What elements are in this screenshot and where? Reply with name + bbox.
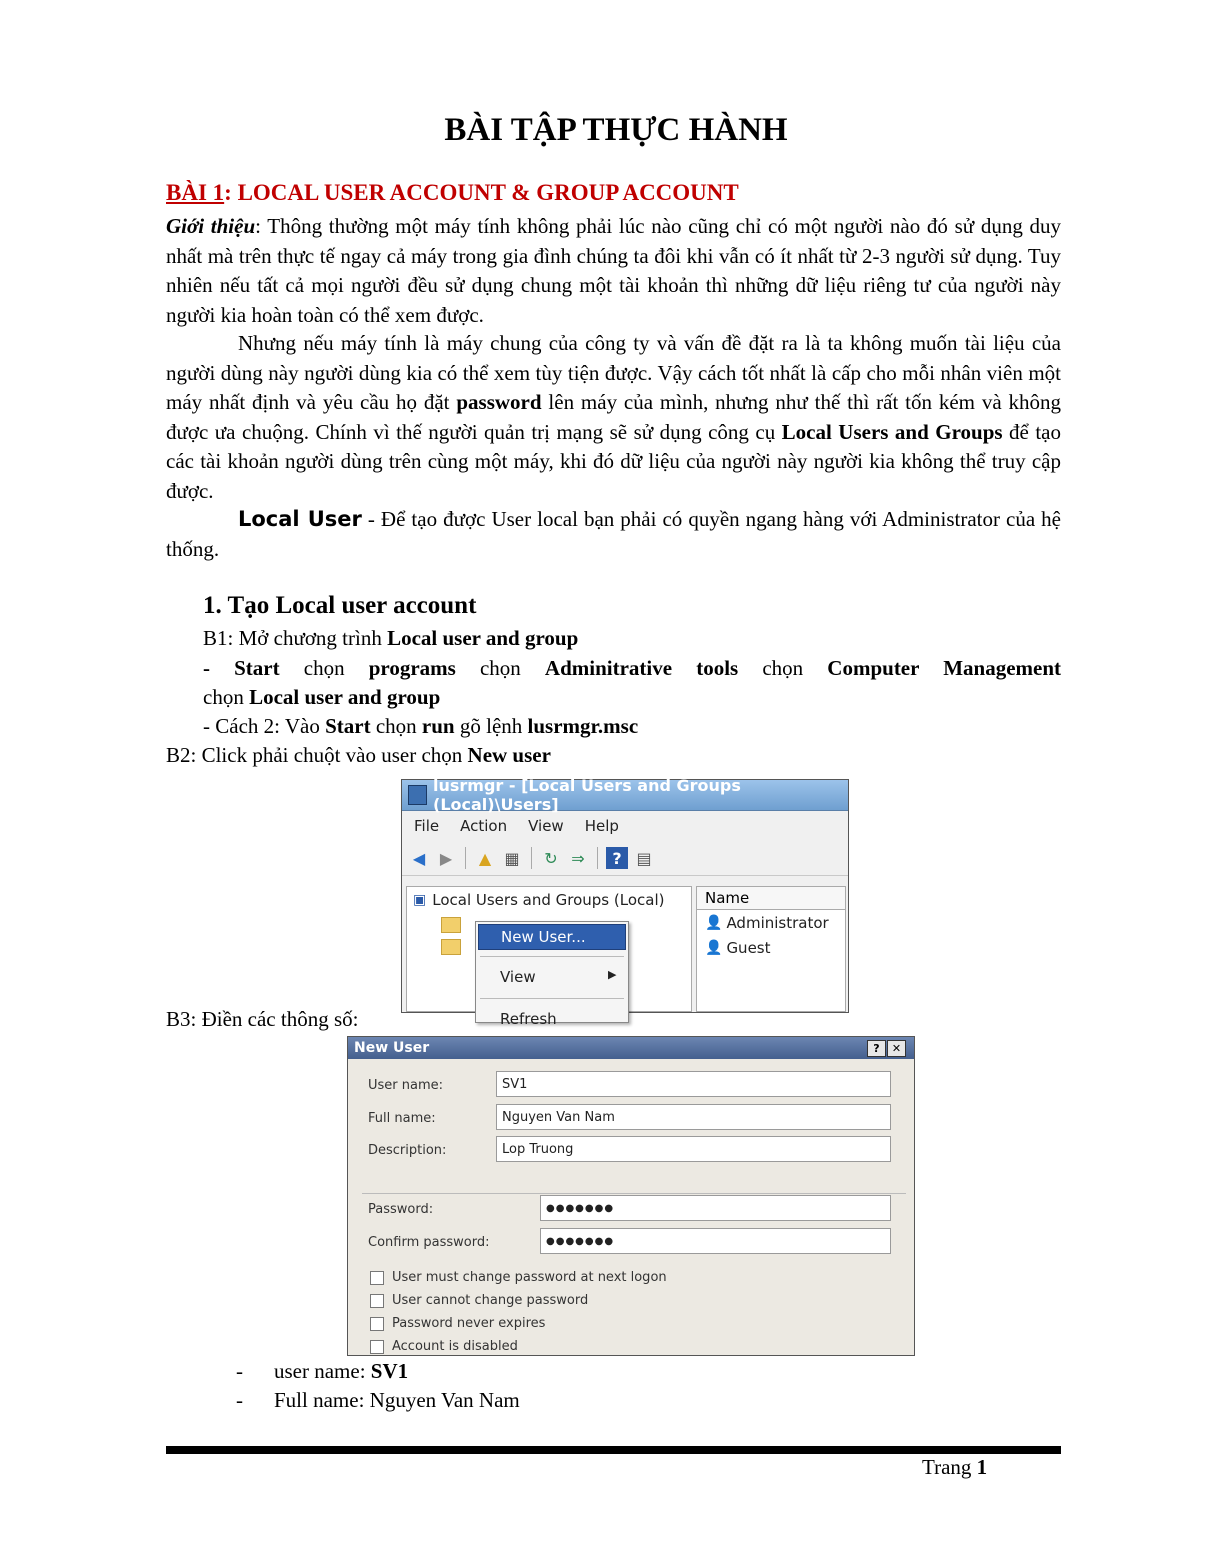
- export-list-icon[interactable]: ⇒: [571, 848, 585, 868]
- list-pane: [696, 886, 846, 1012]
- checkbox-label: User cannot change password: [392, 1293, 589, 1308]
- intro-paragraph: [166, 212, 1061, 330]
- user-guest: Guest: [726, 938, 771, 957]
- para3-text: - Để tạo được User local bạn phải có quyền ngang hàng với Administrator của hệ thống.: [166, 507, 1061, 561]
- step-b2: [166, 741, 551, 771]
- page-number: [922, 1455, 987, 1480]
- fullname-label: Full name:: [368, 1111, 436, 1126]
- checkbox-box[interactable]: [370, 1294, 384, 1308]
- c2-t3: gõ lệnh: [454, 714, 528, 738]
- checkbox-label: User must change password at next logon: [392, 1270, 667, 1285]
- para3-bold: Local User: [238, 507, 362, 531]
- bullet-label: Full name: Nguyen Van Nam: [274, 1388, 520, 1412]
- footer-rule: [166, 1446, 1061, 1454]
- context-new-user[interactable]: New User...: [478, 924, 626, 950]
- step-b2-text: B2: Click phải chuột vào user chọn: [166, 743, 468, 767]
- password-label: Password:: [368, 1202, 434, 1217]
- show-hide-tree-icon[interactable]: ▦: [504, 848, 520, 868]
- tree-root-label: Local Users and Groups (Local): [432, 891, 665, 909]
- toolbar-separator: [531, 847, 532, 869]
- checkbox-box[interactable]: [370, 1340, 384, 1354]
- dialog-title: New User: [354, 1040, 430, 1056]
- step-cach2: [203, 712, 638, 742]
- step-b3: B3: Điền các thông số:: [166, 1007, 359, 1031]
- tree-pane: [406, 886, 692, 1028]
- description-label: Description:: [368, 1143, 447, 1158]
- menu-help[interactable]: Help: [584, 817, 619, 835]
- para2-text-1: Nhưng nếu máy tính là máy chung của công ty và vấn đề đặt ra là ta không muốn tài liệu của người dùng này người dùng kia có thể xem tùy tiện được. Vậy cách tốt nhất là cấp cho mỗi nhân viên một máy nhất định và yêu cầu họ đặt: [166, 331, 1061, 414]
- computer-users-icon: ▣: [413, 892, 427, 908]
- paragraph-3: [166, 505, 1061, 564]
- username-input[interactable]: SV1: [496, 1071, 891, 1097]
- para2-bold-1: password: [456, 390, 542, 414]
- intro-colon: :: [255, 214, 261, 238]
- users-folder-icon[interactable]: [441, 917, 461, 933]
- menu-file[interactable]: File: [414, 817, 440, 835]
- list-item[interactable]: [697, 910, 845, 935]
- checkbox-box[interactable]: [370, 1317, 384, 1331]
- panes: [402, 886, 848, 1028]
- step-b1-bold: Local user and group: [387, 626, 579, 650]
- page-title: BÀI TẬP THỰC HÀNH: [444, 112, 788, 148]
- user-administrator: Administrator: [726, 913, 829, 932]
- checkbox-disabled[interactable]: [370, 1339, 518, 1354]
- start-t1: chọn: [279, 656, 369, 680]
- para2-bold-2: Local Users and Groups: [781, 419, 1003, 444]
- toolbar-separator: [597, 847, 598, 869]
- lusrmgr-titlebar: [402, 776, 848, 814]
- dialog-titlebar: [348, 1037, 914, 1059]
- checkbox-label: Account is disabled: [392, 1339, 518, 1354]
- user-icon: 👤: [705, 914, 723, 931]
- context-separator: [480, 998, 624, 999]
- start-p1: - Start: [203, 656, 280, 680]
- forward-arrow-icon[interactable]: ▶: [439, 848, 453, 868]
- menu-action[interactable]: Action: [460, 817, 508, 835]
- c2-b1: Start: [325, 714, 371, 738]
- checkbox-label: Password never expires: [392, 1316, 546, 1331]
- app-icon: [408, 785, 427, 805]
- page-label: Trang: [922, 1455, 977, 1479]
- bullet-value: SV1: [370, 1359, 409, 1383]
- checkbox-box[interactable]: [370, 1271, 384, 1285]
- groups-folder-icon[interactable]: [441, 939, 461, 955]
- dialog-divider: [362, 1193, 906, 1194]
- up-folder-icon[interactable]: ▲: [478, 848, 492, 868]
- step-b1-text: B1: Mở chương trình: [203, 626, 388, 650]
- help-icon[interactable]: ?: [606, 847, 628, 869]
- user-icon: 👤: [705, 939, 723, 956]
- start-t4: chọn: [203, 685, 250, 709]
- context-view[interactable]: View: [500, 968, 536, 986]
- step-b1: [203, 624, 578, 654]
- bullet-username: [236, 1357, 408, 1386]
- exercise-title: : LOCAL USER ACCOUNT & GROUP ACCOUNT: [224, 180, 739, 205]
- username-label: User name:: [368, 1078, 444, 1093]
- checkbox-never-expires[interactable]: [370, 1316, 545, 1331]
- context-menu: [475, 921, 629, 1028]
- c2-t2: chọn: [370, 714, 422, 738]
- start-p3: Adminitrative tools: [544, 656, 739, 680]
- para2-text-3: để tạo các tài khoản người dùng trên cùng một máy, khi đó dữ liệu của người này người kia không thể truy cập được.: [166, 419, 1062, 503]
- step-start-line2: [203, 683, 440, 713]
- start-p4: Computer Management: [827, 656, 1062, 680]
- column-header-name[interactable]: Name: [697, 887, 845, 910]
- context-separator: [480, 956, 624, 957]
- c2-b2: run: [421, 714, 455, 738]
- exercise-heading: [166, 180, 739, 206]
- action-pane-icon[interactable]: ▤: [636, 848, 652, 868]
- intro-text: Thông thường một máy tính không phải lúc nào cũng chỉ có một người nào đó sử dụng duy nhất mà trên thực tế ngay cả máy trong gia đình chúng ta đôi khi vẫn có ít nhất từ 2-3 người sử dụng. Tuy nhiên nếu tất cả mọi người đều sử dụng chung một tài khoản thì những dữ liệu riêng tư của người này người kia hoàn toàn có thể xem được.: [166, 214, 1061, 327]
- toolbar: [402, 841, 848, 876]
- new-user-dialog: [347, 1036, 915, 1356]
- checkbox-must-change[interactable]: [370, 1270, 667, 1285]
- lusrmgr-title: lusrmgr - [Local Users and Groups (Local)\Users]: [433, 776, 741, 814]
- tree-root[interactable]: [413, 891, 664, 909]
- confirm-password-input[interactable]: ●●●●●●●: [540, 1228, 891, 1254]
- close-button[interactable]: ✕: [887, 1040, 906, 1057]
- back-arrow-icon[interactable]: ◀: [412, 848, 426, 868]
- confirm-password-label: Confirm password:: [368, 1235, 490, 1250]
- help-button[interactable]: ?: [867, 1040, 886, 1057]
- intro-lead: Giới thiệu: [166, 214, 256, 238]
- toolbar-separator: [465, 847, 466, 869]
- start-t2: chọn: [455, 656, 545, 680]
- start-p5: Local user and group: [249, 685, 441, 709]
- password-input[interactable]: ●●●●●●●: [540, 1195, 891, 1221]
- start-p2: programs: [368, 656, 456, 680]
- para2-text-2: lên máy của mình, nhưng như thế thì rất tốn kém và không được ưa chuộng. Chính vì thế người quản trị mạng sẽ sử dụng công cụ: [166, 390, 1061, 444]
- start-t3: chọn: [738, 656, 828, 680]
- lusrmgr-screenshot: [401, 776, 849, 1028]
- c2-t1: - Cách 2: Vào: [203, 714, 326, 738]
- page-number-value: 1: [976, 1455, 988, 1479]
- checkbox-cannot-change[interactable]: [370, 1293, 588, 1308]
- submenu-arrow-icon: ▶: [608, 968, 617, 981]
- paragraph-2: [166, 329, 1061, 506]
- bullet-dash: -: [236, 1388, 243, 1412]
- bullet-fullname: [236, 1386, 520, 1415]
- bullet-dash: -: [236, 1359, 243, 1383]
- c2-b3: lusrmgr.msc: [527, 714, 639, 738]
- step-start-line1: [203, 654, 1061, 684]
- menu-view[interactable]: View: [528, 817, 564, 835]
- bullet-label: user name:: [274, 1359, 371, 1383]
- fullname-input[interactable]: Nguyen Van Nam: [496, 1104, 891, 1130]
- section-heading: 1. Tạo Local user account: [203, 592, 477, 619]
- exercise-label: BÀI 1: [166, 180, 225, 205]
- refresh-icon[interactable]: ↻: [544, 848, 558, 868]
- list-item[interactable]: [697, 935, 845, 960]
- menu-bar: [402, 811, 848, 841]
- context-refresh[interactable]: Refresh: [500, 1010, 557, 1028]
- description-input[interactable]: Lop Truong: [496, 1136, 891, 1162]
- step-b2-bold: New user: [467, 743, 551, 767]
